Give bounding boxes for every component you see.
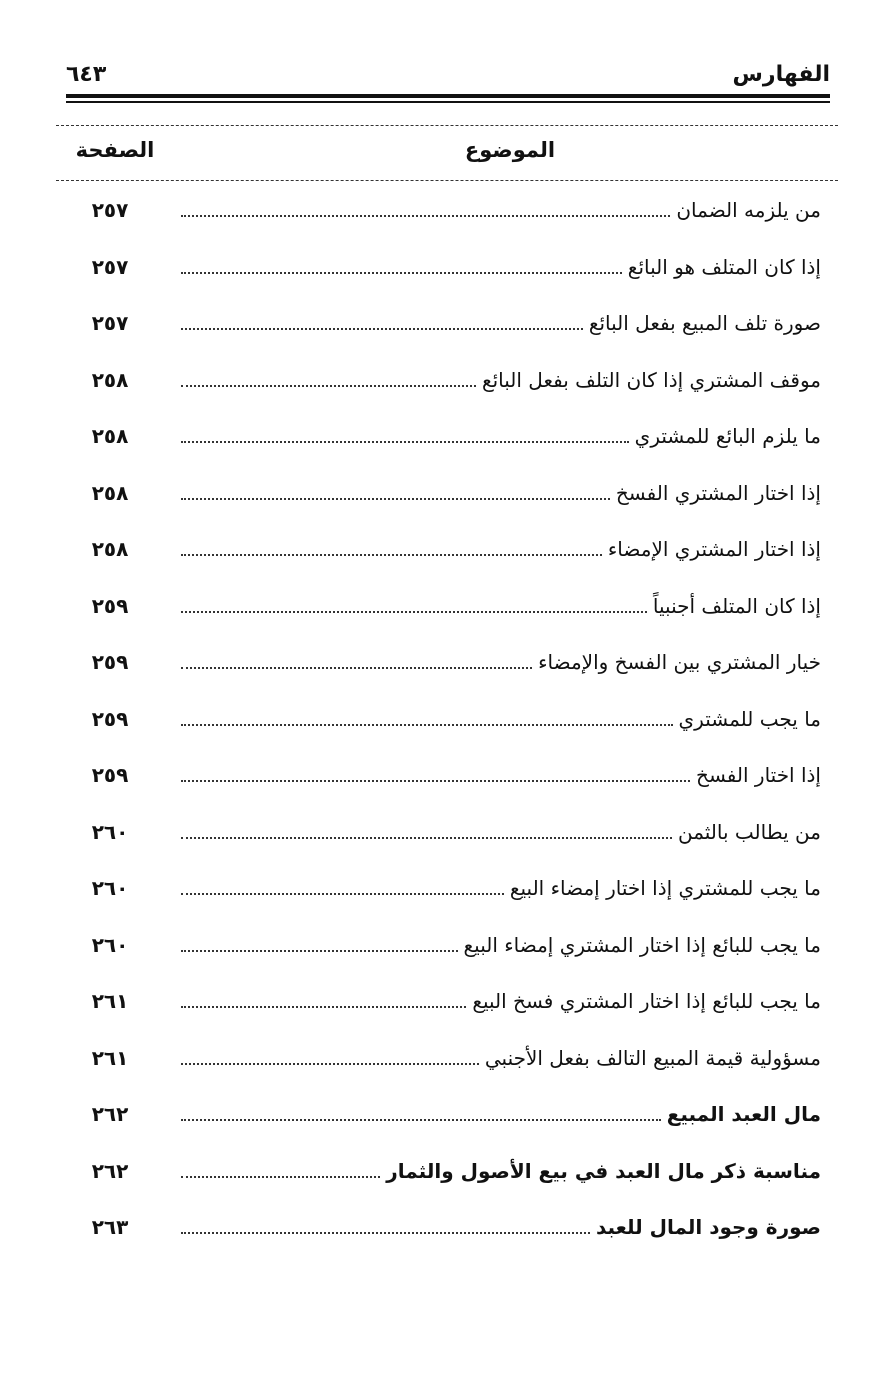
dot-leader	[181, 666, 532, 669]
entry-topic: صورة وجود المال للعبد	[590, 1215, 821, 1239]
dot-leader	[181, 553, 602, 556]
dot-leader	[181, 497, 610, 500]
page-number: ٦٤٣	[66, 62, 107, 87]
entry-page-number: ٢٦٠	[91, 932, 129, 957]
index-entry	[0, 638, 873, 695]
entry-page-number: ٢٦٣	[91, 1215, 129, 1239]
entry-topic: مناسبة ذكر مال العبد في بيع الأصول والثمار	[380, 1159, 821, 1183]
index-entry	[0, 751, 873, 808]
index-entry	[0, 1203, 873, 1260]
entry-page-number: ٢٦٢	[91, 1158, 129, 1183]
entry-topic: صورة تلف المبيع بفعل البائع	[583, 311, 821, 335]
entry-page-number: ٢٥٩	[91, 763, 129, 787]
index-entry	[0, 525, 873, 582]
entry-page-number: ٢٥٧	[91, 198, 129, 222]
entry-topic: من يطالب بالثمن	[672, 820, 821, 844]
index-list	[0, 186, 873, 1260]
entry-topic-line	[181, 876, 821, 900]
column-header-page: الصفحة	[75, 138, 155, 162]
dot-leader	[181, 384, 476, 387]
dot-leader	[181, 1005, 466, 1008]
index-entry	[0, 582, 873, 639]
entry-topic: إذا كان المتلف هو البائع	[622, 255, 821, 279]
entry-page-number: ٢٥٨	[91, 480, 129, 505]
entry-page-number: ٢٦٠	[91, 819, 129, 844]
entry-topic-line	[181, 1102, 821, 1126]
entry-topic-line	[181, 1159, 821, 1183]
header-rule-thin	[66, 101, 830, 103]
entry-page-number: ٢٦٠	[91, 876, 129, 900]
entry-topic: إذا اختار المشتري الفسخ	[610, 481, 821, 505]
dot-leader	[181, 271, 622, 274]
entry-topic: إذا اختار المشتري الإمضاء	[602, 537, 821, 561]
entry-topic-line	[181, 198, 821, 222]
entry-topic: مسؤولية قيمة المبيع التالف بفعل الأجنبي	[479, 1046, 821, 1070]
index-entry	[0, 186, 873, 243]
dot-leader	[181, 1062, 479, 1065]
entry-topic-line	[181, 820, 821, 844]
table-top-divider	[56, 125, 838, 126]
column-header-topic: الموضوع	[464, 138, 556, 162]
dot-leader	[181, 949, 458, 952]
index-entry	[0, 299, 873, 356]
entry-topic: إذا اختار الفسخ	[690, 763, 821, 787]
entry-topic: موقف المشتري إذا كان التلف بفعل البائع	[476, 368, 821, 392]
entry-topic-line	[181, 594, 821, 618]
entry-topic-line	[181, 763, 821, 787]
entry-page-number: ٢٦١	[91, 989, 129, 1013]
entry-topic-line	[181, 481, 821, 505]
header-rule-thick	[66, 94, 830, 98]
entry-page-number: ٢٥٧	[91, 311, 129, 335]
table-header-divider	[56, 180, 838, 181]
index-entry	[0, 412, 873, 469]
dot-leader	[181, 723, 673, 726]
index-entry	[0, 977, 873, 1034]
entry-topic-line	[181, 368, 821, 392]
entry-page-number: ٢٥٨	[91, 367, 129, 392]
index-entry	[0, 356, 873, 413]
index-entry	[0, 921, 873, 978]
entry-topic: ما يلزم البائع للمشتري	[629, 424, 821, 448]
entry-topic: خيار المشتري بين الفسخ والإمضاء	[532, 650, 821, 674]
entry-topic-line	[181, 424, 821, 448]
entry-topic: مال العبد المبيع	[661, 1102, 821, 1126]
entry-page-number: ٢٥٨	[91, 424, 129, 448]
entry-topic: من يلزمه الضمان	[670, 198, 821, 222]
entry-topic: ما يجب للبائع إذا اختار المشتري إمضاء البيع	[458, 933, 821, 957]
dot-leader	[181, 836, 672, 839]
entry-page-number: ٢٦١	[91, 1045, 129, 1070]
entry-topic: ما يجب للمشتري	[673, 707, 821, 731]
entry-topic-line	[181, 537, 821, 561]
entry-page-number: ٢٥٩	[91, 593, 129, 618]
index-entry	[0, 1090, 873, 1147]
dot-leader	[181, 1231, 590, 1234]
entry-topic-line	[181, 650, 821, 674]
entry-topic-line	[181, 1215, 821, 1239]
entry-page-number: ٢٥٩	[91, 706, 129, 731]
index-entry	[0, 864, 873, 921]
entry-topic-line	[181, 1046, 821, 1070]
dot-leader	[181, 610, 647, 613]
index-entry	[0, 695, 873, 752]
entry-page-number: ٢٥٧	[91, 254, 129, 279]
dot-leader	[181, 214, 670, 217]
dot-leader	[181, 1175, 380, 1178]
index-entry	[0, 1147, 873, 1204]
dot-leader	[181, 440, 629, 443]
dot-leader	[181, 327, 583, 330]
entry-topic: إذا كان المتلف أجنبياً	[647, 594, 821, 618]
index-entry	[0, 243, 873, 300]
entry-topic-line	[181, 255, 821, 279]
running-header	[66, 58, 830, 94]
dot-leader	[181, 892, 504, 895]
dot-leader	[181, 779, 690, 782]
dot-leader	[181, 1118, 661, 1121]
entry-page-number: ٢٦٢	[91, 1102, 129, 1126]
header-title: الفهارس	[732, 62, 830, 87]
index-entry	[0, 469, 873, 526]
entry-topic: ما يجب للمشتري إذا اختار إمضاء البيع	[504, 876, 821, 900]
entry-topic-line	[181, 933, 821, 957]
entry-topic-line	[181, 311, 821, 335]
entry-page-number: ٢٥٩	[91, 650, 129, 674]
entry-topic-line	[181, 707, 821, 731]
entry-page-number: ٢٥٨	[91, 537, 129, 561]
index-entry	[0, 808, 873, 865]
entry-topic: ما يجب للبائع إذا اختار المشتري فسخ البيع	[466, 989, 821, 1013]
index-entry	[0, 1034, 873, 1091]
entry-topic-line	[181, 989, 821, 1013]
